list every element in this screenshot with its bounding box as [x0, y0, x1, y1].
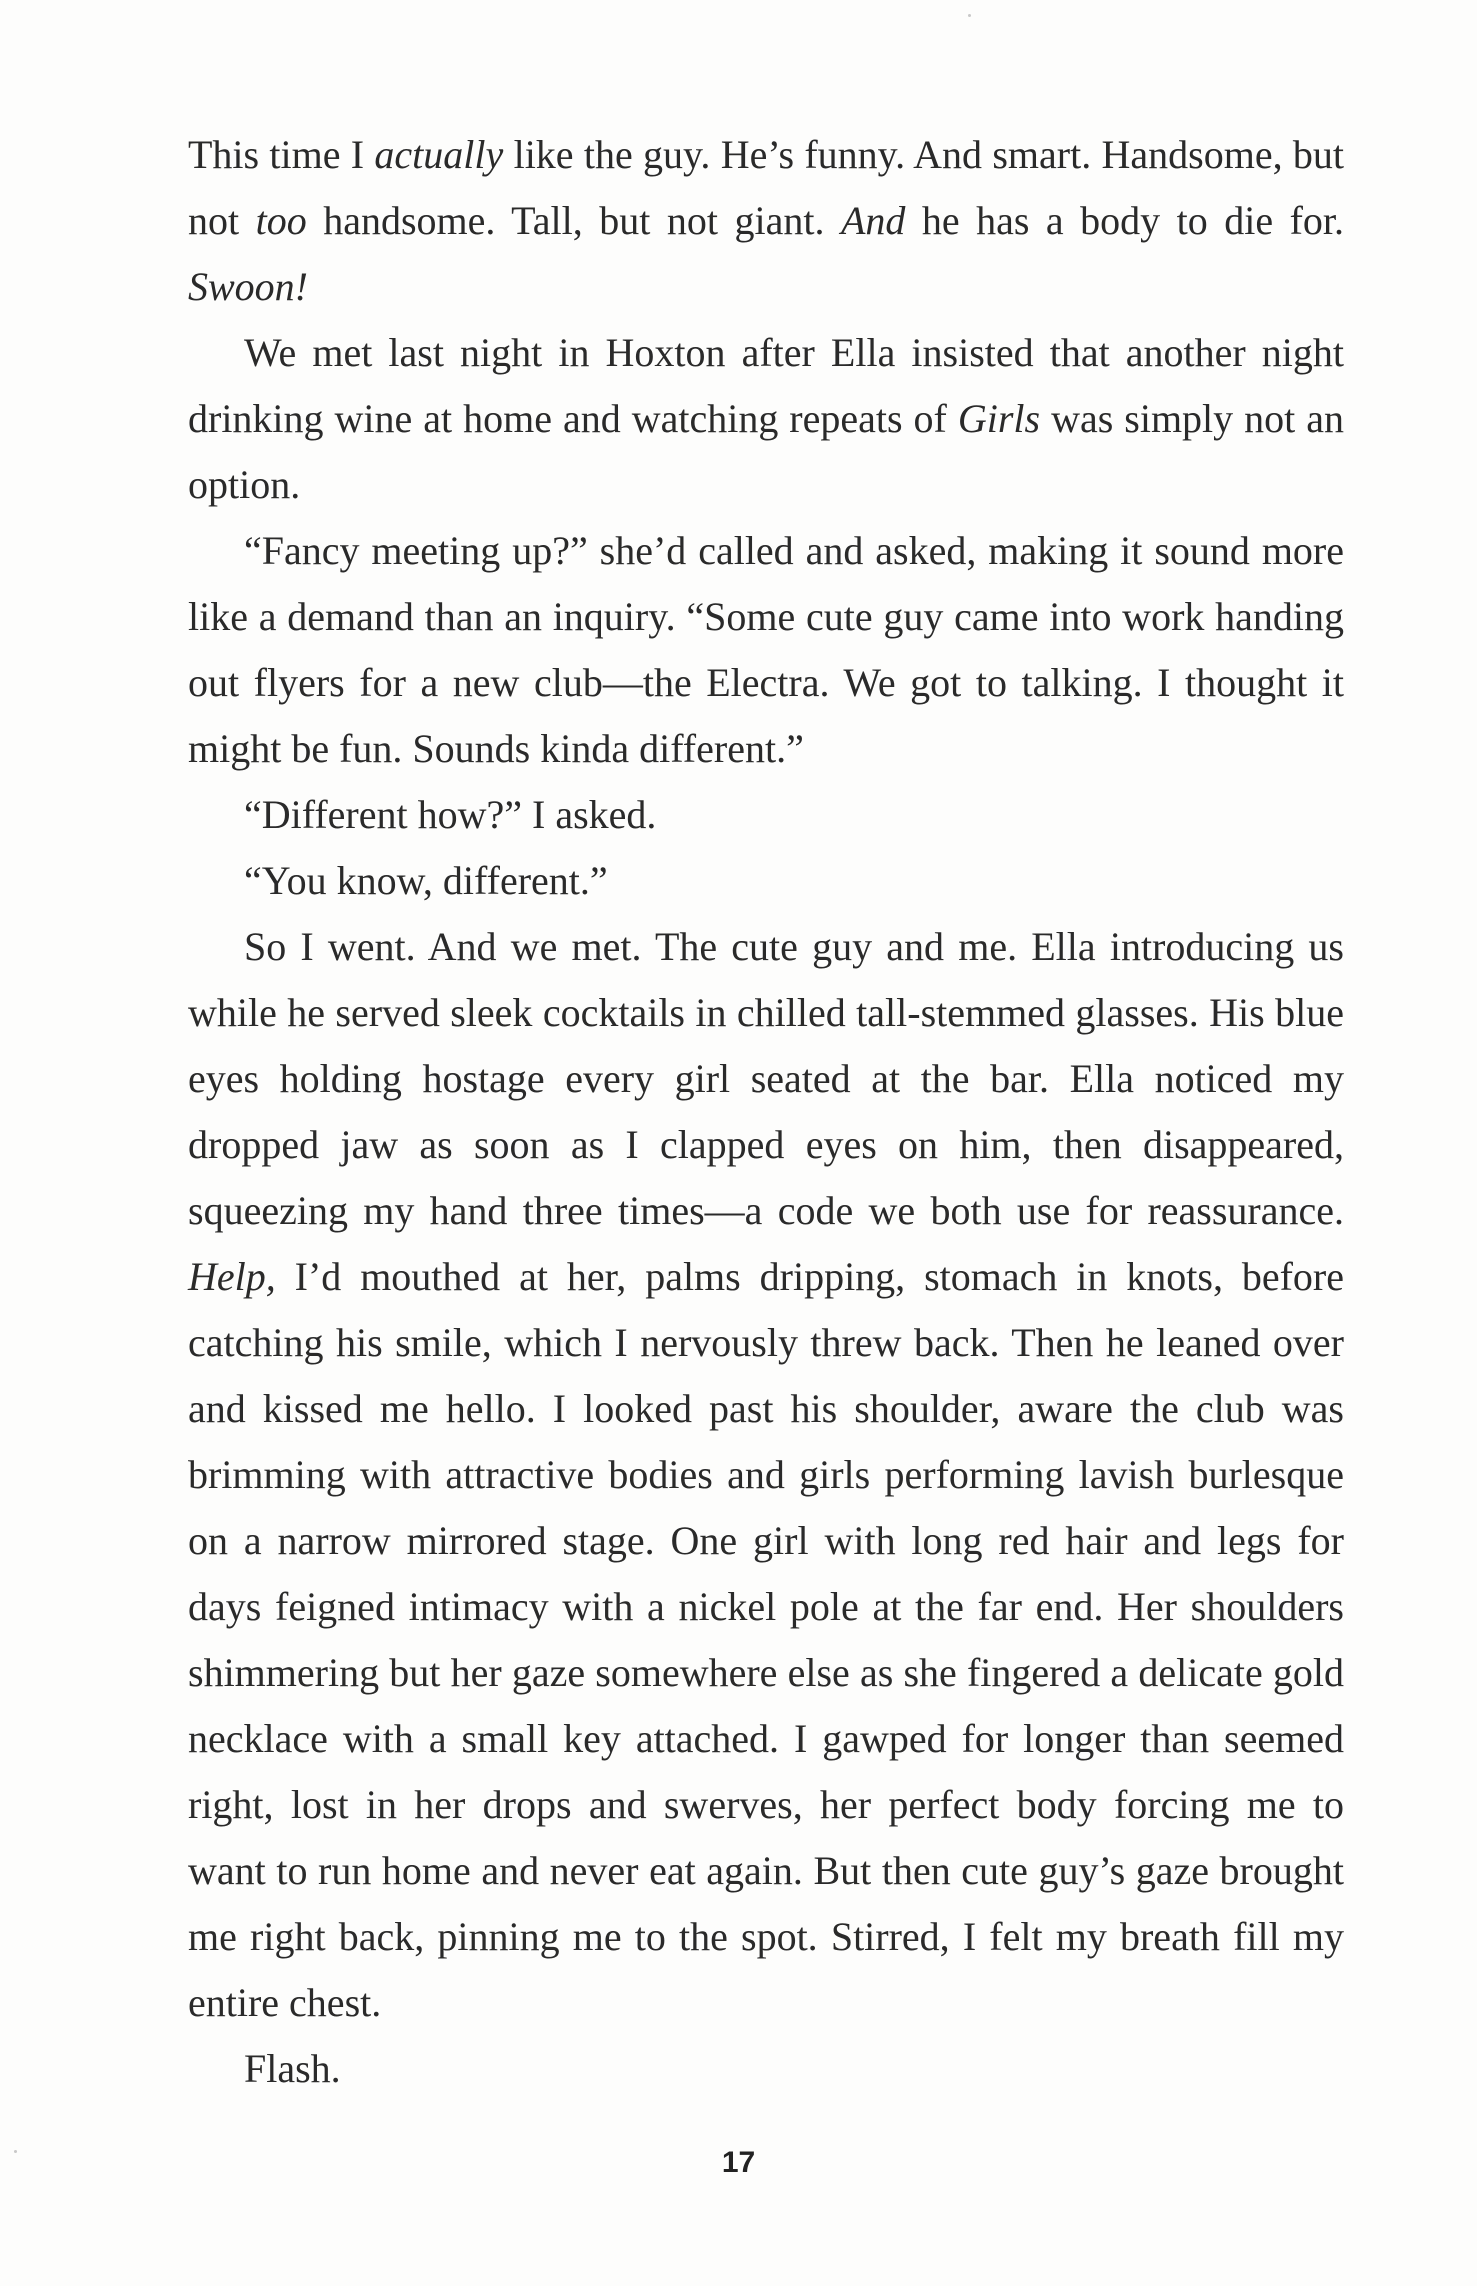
paragraph [188, 914, 1344, 2036]
text-run: We met last night in Hoxton after Ella insisted that another night drinking wine at home and watching repeats of [188, 330, 1344, 441]
text-run: like the guy. He’s funny. And smart. Handsome, but not [188, 132, 1344, 243]
text-run: was simply not an option. [188, 396, 1344, 507]
text-run: handsome. Tall, but not giant. [306, 198, 841, 243]
italic-text: Help, [188, 1254, 276, 1299]
paragraph [188, 518, 1344, 782]
page-number: 17 [721, 2146, 756, 2179]
italic-text: too [255, 198, 307, 243]
text-run: “Different how?” I asked. [244, 792, 657, 837]
text-run: This time I [188, 132, 375, 177]
text-run: “Fancy meeting up?” she’d called and asked, making it sound more like a demand than an inquiry. “Some cute guy came into work handing out flyers for a new club—the Electra. We got to talking. I thought it might be fun. Sounds kinda different.” [188, 528, 1344, 771]
text-run: “You know, different.” [244, 858, 608, 903]
text-run: So I went. And we met. The cute guy and me. Ella introducing us while he served sleek cocktails in chilled tall-stemmed glasses. His blue eyes holding hostage every girl seated at the bar. Ella noticed my dropped jaw as soon as I clapped eyes on him, then disappeared, squeezing my hand three times—a code we both use for reassurance. [188, 924, 1344, 1233]
paragraph [188, 2036, 1344, 2102]
paper-speck [968, 14, 971, 17]
italic-text: Girls [957, 396, 1041, 441]
italic-text: actually [374, 132, 504, 177]
italic-text: Swoon! [188, 264, 308, 309]
text-run: Flash. [244, 2046, 341, 2091]
paragraph [188, 122, 1344, 320]
paragraph [188, 848, 1344, 914]
text-run: he has a body to die for. [905, 198, 1345, 243]
paragraph [188, 782, 1344, 848]
paper-speck [14, 2150, 17, 2153]
italic-text: And [840, 198, 906, 243]
text-run: I’d mouthed at her, palms dripping, stomach in knots, before catching his smile, which I nervously threw back. Then he leaned over and kissed me hello. I looked past his shoulder, aware the club was brimming with attractive bodies and girls performing lavish burlesque on a narrow mirrored stage. One girl with long red hair and legs for days feigned intimacy with a nickel pole at the far end. Her shoulders shimmering but her gaze somewhere else as she fingered a delicate gold necklace with a small key attached. I gawped for longer than seemed right, lost in her drops and swerves, her perfect body forcing me to want to run home and never eat again. But then cute guy’s gaze brought me right back, pinning me to the spot. Stirred, I felt my breath fill my entire chest. [188, 1254, 1344, 2025]
paragraph [188, 320, 1344, 518]
body-text [188, 122, 1344, 2102]
